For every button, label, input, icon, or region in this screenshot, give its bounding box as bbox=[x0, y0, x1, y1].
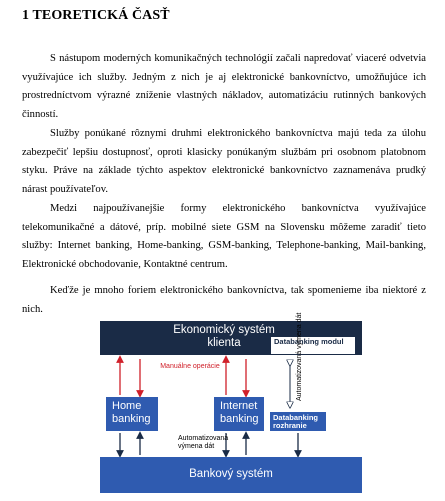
paragraph-3: Medzi najpoužívanejšie formy elektronického bankovníctva využívajúce telekomunikačné a dátové, príp. mobilné siete GSM na Slovensku môžeme zaradiť tieto služby: Internet banking, Home-banking, GSM-banking, Telephone-banking, Mail-banking, Elektronické obchodovanie, Kontaktné centrum. bbox=[22, 203, 426, 270]
paragraph-1: S nástupom moderných komunikačných technológií začali napredovať viaceré odvetvia využívajúce ich služby. Jedným z nich je aj elektronické bankovníctvo, umožňujúce ich prostredníctvom výrazné zníženie vlastných nákladov, automatizáciu rutinných bankových činností. bbox=[22, 53, 426, 120]
internet-banking-box bbox=[214, 397, 264, 431]
bankovy-system-box bbox=[100, 457, 362, 493]
bankovy-system-label: Bankový systém bbox=[189, 468, 273, 480]
manualne-operacie-label: Manuálne operácie bbox=[160, 363, 220, 370]
automatizovana-vymena-label: Automatizovaná výmena dát bbox=[178, 435, 229, 450]
banking-diagram bbox=[100, 312, 362, 497]
automatizovana-vymena-vertical-label: Automatizovaná výmena dát bbox=[296, 312, 303, 401]
internet-banking-label: Internet banking bbox=[220, 400, 259, 425]
ekonomicky-system-label: Ekonomický systém klienta bbox=[173, 324, 275, 349]
databanking-rozhranie-box: Databanking rozhranie bbox=[270, 412, 326, 431]
paragraph-4: Keďže je mnoho foriem elektronického bankovníctva, tak spomenieme iba niektoré z nich. bbox=[22, 285, 426, 315]
paragraph-2: Služby ponúkané rôznymi druhmi elektronického bankovníctva majú teda za úlohu zabezpečiť lepšiu dostupnosť, oproti klasicky ponúkaným službám pri osobnom platobnom styku. Práve na základe týchto aspektov elektronické bankovníctvo zaznamenáva prudký nárast používateľov. bbox=[22, 128, 426, 195]
home-banking-label: Home banking bbox=[112, 400, 151, 425]
home-banking-box bbox=[106, 397, 158, 431]
section-heading: 1 TEORETICKÁ ČASŤ bbox=[22, 8, 170, 23]
databanking-modul-box: Databanking modul bbox=[270, 336, 356, 355]
